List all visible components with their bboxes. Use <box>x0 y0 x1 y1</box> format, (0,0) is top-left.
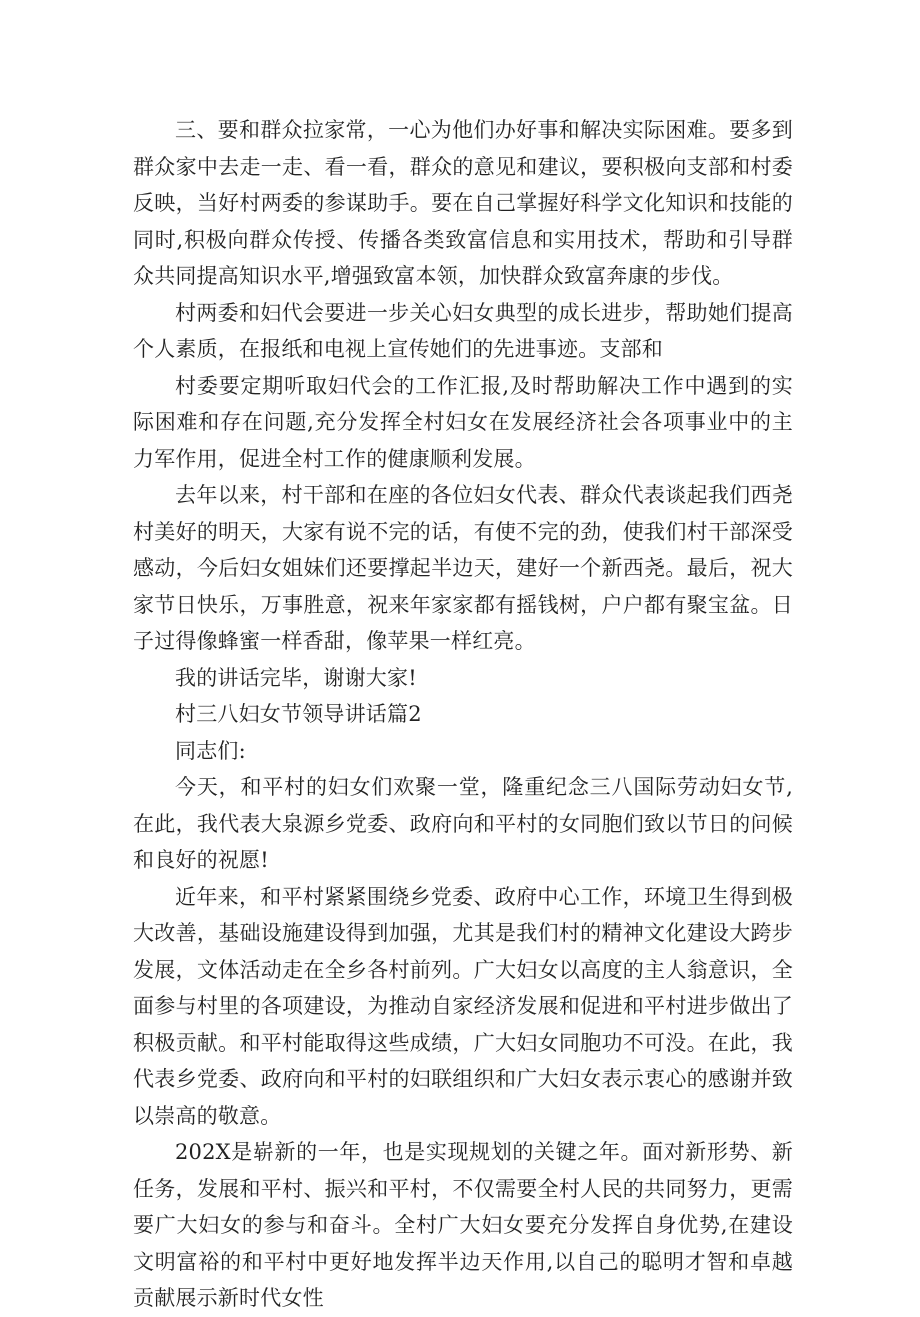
paragraph-6: 近年来，和平村紧紧围绕乡党委、政府中心工作，环境卫生得到极大改善，基础设施建设得到加强，尤其是我们村的精神文化建设大跨步发展，文体活动走在全乡各村前列。广大妇女以高度的主人翁意识，全面参与村里的各项建设，为推动自家经济发展和促进和平村进步做出了积极贡献。和平村能取得这些成绩，广大妇女同胞功不可没。在此，我代表乡党委、政府向和平村的妇联组织和广大妇女表示衷心的感谢并致以崇高的敬意。 <box>133 884 793 1128</box>
paragraph-2: 村两委和妇代会要进一步关心妇女典型的成长进步，帮助她们提高个人素质，在报纸和电视上宣传她们的先进事迹。支部和 <box>133 300 793 361</box>
paragraph-1: 三、要和群众拉家常，一心为他们办好事和解决实际困难。要多到群众家中去走一走、看一看，群众的意见和建议，要积极向支部和村委反映，当好村两委的参谋助手。要在自己掌握好科学文化知识和技能的同时,积极向群众传授、传播各类致富信息和实用技术，帮助和引导群众共同提高知识水平,增强致富本领，加快群众致富奔康的步伐。 <box>133 118 793 288</box>
paragraph-5: 今天，和平村的妇女们欢聚一堂，隆重纪念三八国际劳动妇女节,在此，我代表大泉源乡党委、政府向和平村的女同胞们致以节日的问候和良好的祝愿! <box>133 775 793 872</box>
paragraph-7: 202X是崭新的一年，也是实现规划的关键之年。面对新形势、新任务，发展和平村、振兴和平村，不仅需要全村人民的共同努力，更需要广大妇女的参与和奋斗。全村广大妇女要充分发挥自身优势,在建设文明富裕的和平村中更好地发挥半边天作用,以自己的聪明才智和卓越贡献展示新时代女性 <box>133 1140 793 1310</box>
section-heading: 村三八妇女节领导讲话篇2 <box>175 702 422 726</box>
paragraph-3: 村委要定期听取妇代会的工作汇报,及时帮助解决工作中遇到的实际困难和存在问题,充分发挥全村妇女在发展经济社会各项事业中的主力军作用，促进全村工作的健康顺利发展。 <box>133 373 793 471</box>
paragraph-4: 去年以来，村干部和在座的各位妇女代表、群众代表谈起我们西尧村美好的明天，大家有说不完的话，有使不完的劲，使我们村干部深受感动，今后妇女姐妹们还要撑起半边天，建好一个新西尧。最后，祝大家节日快乐，万事胜意，祝来年家家都有摇钱树，户户都有聚宝盆。日子过得像蜂蜜一样香甜，像苹果一样红亮。 <box>133 483 793 653</box>
closing-line: 我的讲话完毕，谢谢大家! <box>175 665 417 690</box>
salutation: 同志们: <box>175 738 246 763</box>
document-body <box>133 112 793 1317</box>
